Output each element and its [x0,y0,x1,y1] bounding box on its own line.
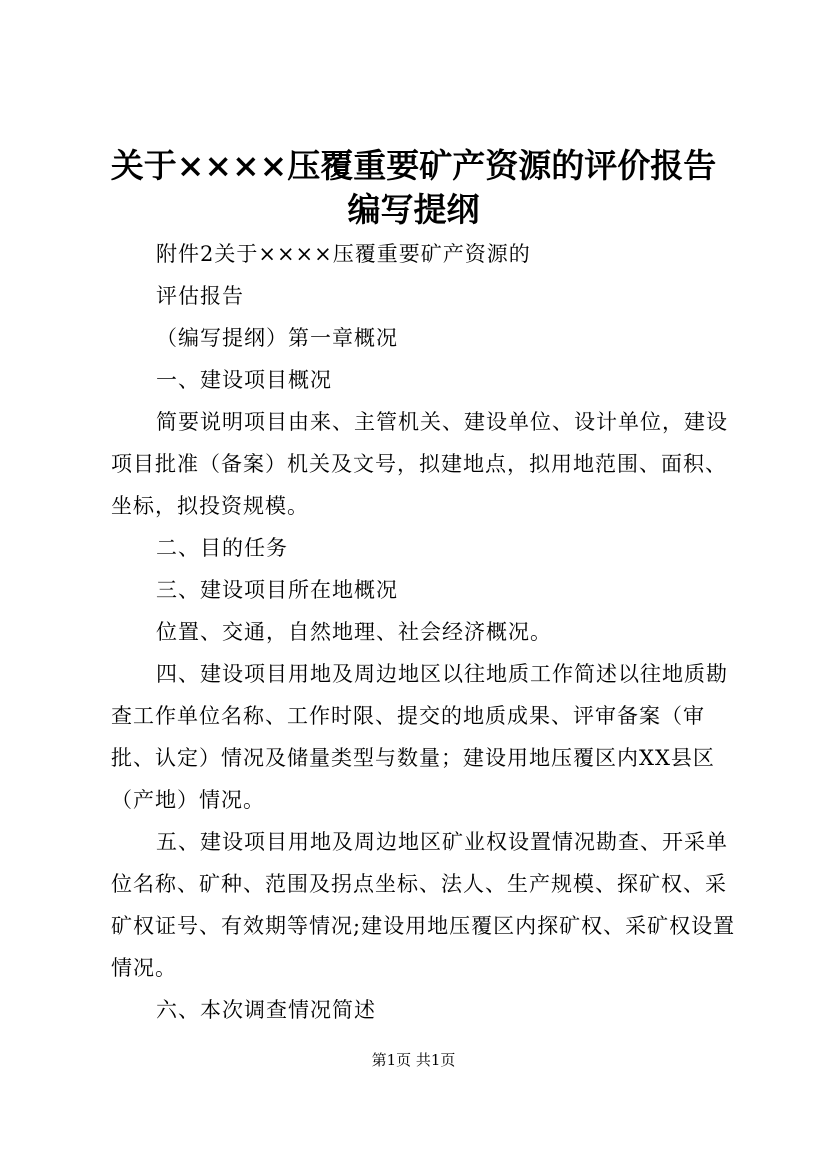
section-heading-survey-summary: 六、本次调查情况简述 [156,998,376,1022]
paragraph-attachment: 附件2关于××××压覆重要矿产资源的 [156,242,531,266]
section-heading-project-overview: 一、建设项目概况 [156,368,332,392]
paragraph-previous-geology-work: 四、建设项目用地及周边地区以往地质工作简述以往地质勘查工作单位名称、工作时限、提交的地质成果、评审备案（审批、认定）情况及储量类型与数量；建设用地压覆区内XX县区（产地）情况。 [111,662,728,812]
page-footer: 第1页 共1页 [371,1051,456,1069]
paragraph-report-name: 评估报告 [156,284,244,308]
paragraph-mining-rights: 五、建设项目用地及周边地区矿业权设置情况勘查、开采单位名称、矿种、范围及拐点坐标、法人、生产规模、探矿权、采矿权证号、有效期等情况;建设用地压覆区内探矿权、采矿权设置情况。 [111,830,736,980]
document-title: 关于××××压覆重要矿产资源的评价报告编写提纲 [110,146,717,229]
paragraph-location-overview: 位置、交通，自然地理、社会经济概况。 [156,620,552,644]
section-heading-objectives: 二、目的任务 [156,536,288,560]
paragraph-chapter-heading: （编写提纲）第一章概况 [156,326,398,350]
document-body [111,233,743,1031]
paragraph-project-overview: 简要说明项目由来、主管机关、建设单位、设计单位，建设项目批准（备案）机关及文号，拟建地点，拟用地范围、面积、坐标，拟投资规模。 [111,410,728,518]
section-heading-location-overview: 三、建设项目所在地概况 [156,578,398,602]
